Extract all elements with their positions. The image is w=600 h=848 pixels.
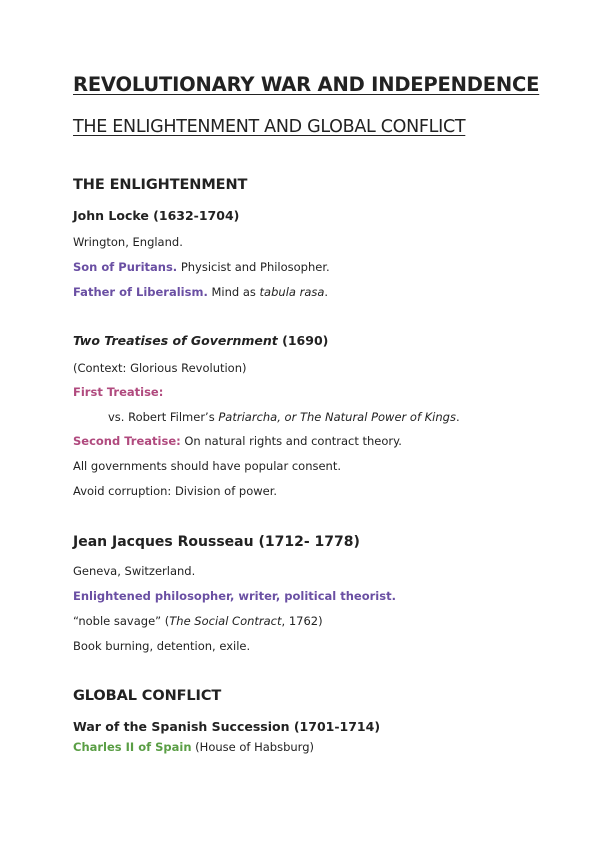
- spanish-succession-heading: War of the Spanish Succession (1701-1714): [73, 719, 381, 734]
- liberalism-label: Father of Liberalism.: [73, 285, 208, 299]
- charles-text: (House of Habsburg): [191, 740, 314, 754]
- filmer-end: .: [455, 410, 460, 424]
- rousseau-origin: Geneva, Switzerland.: [73, 564, 196, 578]
- section-heading-global-conflict: GLOBAL CONFLICT: [73, 688, 222, 704]
- first-treatise-label: First Treatise:: [73, 385, 164, 399]
- locke-liberalism-line: [73, 285, 328, 299]
- document-subtitle: THE ENLIGHTENMENT AND GLOBAL CONFLICT: [73, 117, 466, 137]
- first-treatise-detail: [108, 410, 460, 424]
- second-treatise-line: [73, 434, 402, 448]
- liberalism-end: .: [324, 285, 329, 299]
- puritans-label: Son of Puritans.: [73, 260, 178, 274]
- consent-line: All governments should have popular consent.: [73, 459, 342, 473]
- noble-savage-line: [73, 614, 323, 628]
- liberalism-text: Mind as: [207, 285, 260, 299]
- book-burning-line: Book burning, detention, exile.: [73, 639, 251, 653]
- second-treatise-text: On natural rights and contract theory.: [180, 434, 402, 448]
- locke-heading: John Locke (1632-1704): [73, 208, 240, 223]
- tabula-rasa-term: tabula rasa: [259, 285, 325, 299]
- document-title: REVOLUTIONARY WAR AND INDEPENDENCE: [73, 73, 540, 96]
- social-contract-title: The Social Contract: [169, 614, 282, 628]
- corruption-line: Avoid corruption: Division of power.: [73, 484, 278, 498]
- treatises-year: (1690): [277, 333, 329, 348]
- locke-origin: Wrington, England.: [73, 235, 183, 249]
- treatises-context: (Context: Glorious Revolution): [73, 361, 247, 375]
- treatises-heading: [73, 333, 328, 348]
- charles-label: Charles II of Spain: [73, 740, 192, 754]
- noble-savage-quote: “noble savage” (: [73, 614, 170, 628]
- patriarcha-title: Patriarcha, or The Natural Power of Kings: [218, 410, 456, 424]
- filmer-text: vs. Robert Filmer’s: [108, 410, 219, 424]
- treatises-title: Two Treatises of Government: [73, 333, 278, 348]
- charles-line: [73, 740, 314, 754]
- locke-puritans-line: [73, 260, 330, 274]
- second-treatise-label: Second Treatise:: [73, 434, 181, 448]
- puritans-text: Physicist and Philosopher.: [177, 260, 330, 274]
- rousseau-role: Enlightened philosopher, writer, political theorist.: [73, 589, 396, 603]
- section-heading-enlightenment: THE ENLIGHTENMENT: [73, 177, 248, 193]
- noble-savage-end: , 1762): [281, 614, 323, 628]
- rousseau-heading: Jean Jacques Rousseau (1712- 1778): [73, 534, 360, 550]
